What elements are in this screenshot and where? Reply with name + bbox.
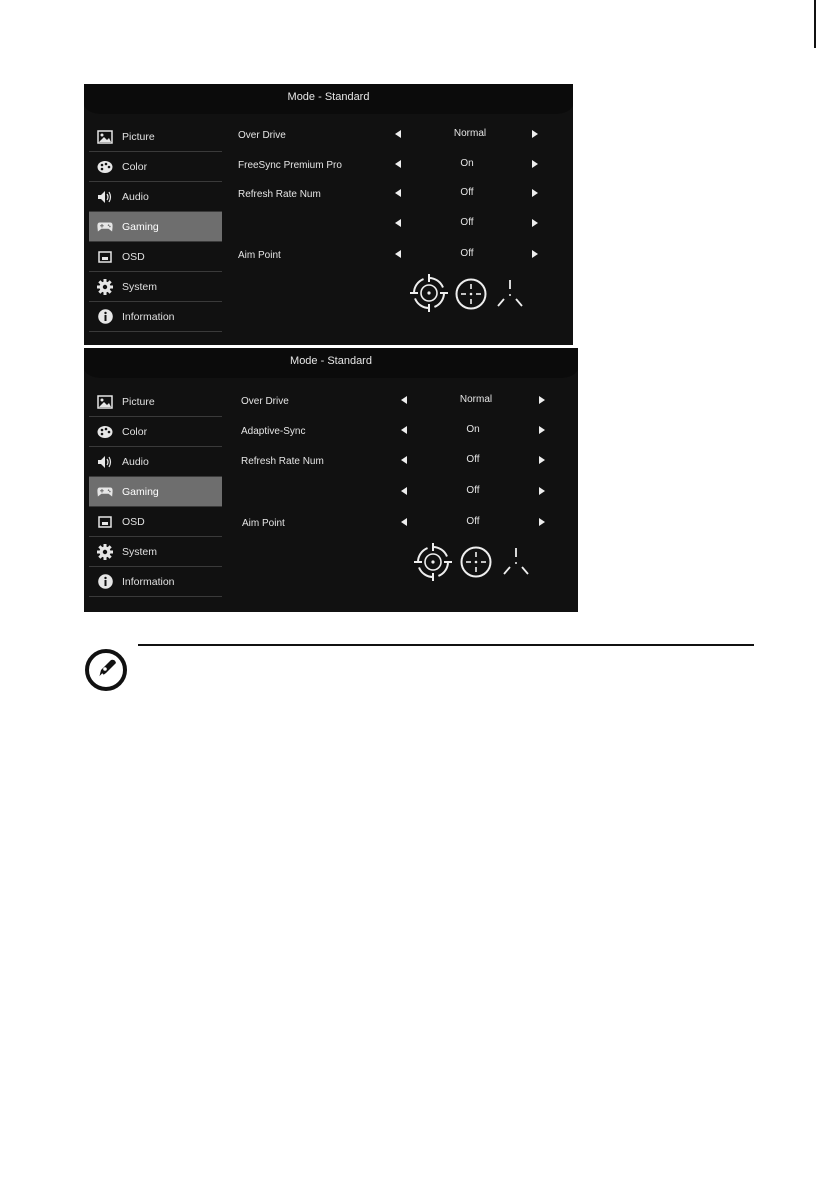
menu-item-label: Information bbox=[122, 310, 175, 323]
setting-row-refresh-rate bbox=[84, 453, 578, 471]
info-icon bbox=[97, 309, 113, 325]
gear-icon bbox=[97, 544, 113, 560]
setting-label: Refresh Rate Num bbox=[238, 189, 321, 200]
increase-arrow[interactable] bbox=[539, 456, 545, 464]
setting-label: Over Drive bbox=[241, 396, 289, 407]
decrease-arrow[interactable] bbox=[395, 160, 401, 168]
osd-title: Mode - Standard bbox=[287, 91, 370, 103]
decrease-arrow[interactable] bbox=[395, 219, 401, 227]
menu-item-label: Color bbox=[122, 160, 148, 173]
menu-item-label: Information bbox=[122, 575, 175, 588]
setting-value: Off bbox=[466, 516, 480, 527]
increase-arrow[interactable] bbox=[539, 487, 545, 495]
menu-item-label: Audio bbox=[122, 455, 149, 468]
setting-value: Off bbox=[460, 248, 474, 259]
crosshair-circle-icon[interactable] bbox=[413, 542, 453, 582]
setting-row-over-drive bbox=[84, 127, 573, 145]
setting-label: Over Drive bbox=[238, 130, 286, 141]
menu-item-label: Gaming bbox=[122, 485, 159, 498]
increase-arrow[interactable] bbox=[532, 189, 538, 197]
menu-item-label: System bbox=[122, 280, 158, 293]
decrease-arrow[interactable] bbox=[401, 426, 407, 434]
setting-row-unlabeled bbox=[84, 216, 573, 234]
menu-item-label: OSD bbox=[122, 515, 145, 528]
osd-panel-freesync bbox=[84, 84, 573, 345]
info-icon bbox=[97, 574, 113, 590]
osd-title: Mode - Standard bbox=[290, 355, 372, 367]
setting-label: FreeSync Premium Pro bbox=[238, 160, 342, 171]
setting-value: Normal bbox=[453, 128, 487, 139]
setting-value: Off bbox=[466, 485, 480, 496]
decrease-arrow[interactable] bbox=[395, 130, 401, 138]
setting-row-adaptive-sync bbox=[84, 423, 578, 441]
crosshair-dots-icon[interactable] bbox=[454, 277, 488, 311]
menu-item-label: Gaming bbox=[122, 220, 159, 233]
crosshair-dots-icon[interactable] bbox=[459, 545, 493, 579]
setting-value: Normal bbox=[459, 394, 493, 405]
setting-value: Off bbox=[460, 217, 474, 228]
menu-item-label: System bbox=[122, 545, 158, 558]
increase-arrow[interactable] bbox=[539, 396, 545, 404]
decrease-arrow[interactable] bbox=[401, 487, 407, 495]
setting-value: Off bbox=[466, 454, 480, 465]
menu-item-information[interactable] bbox=[89, 567, 222, 597]
setting-row-refresh-rate bbox=[84, 186, 573, 204]
menu-item-label: Picture bbox=[122, 395, 155, 408]
note-pen-icon bbox=[84, 648, 128, 692]
setting-label: Aim Point bbox=[242, 518, 285, 529]
setting-label: Aim Point bbox=[238, 250, 281, 261]
menu-item-label: Color bbox=[122, 425, 148, 438]
crosshair-tri-icon[interactable] bbox=[502, 546, 530, 578]
increase-arrow[interactable] bbox=[539, 518, 545, 526]
setting-row-aim-point bbox=[84, 515, 578, 533]
menu-item-label: Picture bbox=[122, 130, 155, 143]
note-divider bbox=[138, 644, 754, 646]
osd-panel-adaptive-sync bbox=[84, 348, 578, 612]
menu-item-system[interactable] bbox=[89, 537, 222, 567]
decrease-arrow[interactable] bbox=[395, 250, 401, 258]
increase-arrow[interactable] bbox=[532, 160, 538, 168]
increase-arrow[interactable] bbox=[539, 426, 545, 434]
decrease-arrow[interactable] bbox=[401, 456, 407, 464]
setting-value: On bbox=[466, 424, 480, 435]
setting-row-unlabeled bbox=[84, 484, 578, 502]
setting-value: Off bbox=[460, 187, 474, 198]
decrease-arrow[interactable] bbox=[395, 189, 401, 197]
page-edge-marker bbox=[814, 0, 816, 48]
menu-item-information[interactable] bbox=[89, 302, 222, 332]
setting-label: Refresh Rate Num bbox=[241, 456, 324, 467]
setting-row-aim-point bbox=[84, 247, 573, 265]
menu-item-label: OSD bbox=[122, 250, 145, 263]
setting-label: Adaptive-Sync bbox=[241, 426, 306, 437]
decrease-arrow[interactable] bbox=[401, 396, 407, 404]
gear-icon bbox=[97, 279, 113, 295]
setting-row-freesync bbox=[84, 157, 573, 175]
menu-item-label: Audio bbox=[122, 190, 149, 203]
decrease-arrow[interactable] bbox=[401, 518, 407, 526]
menu-item-system[interactable] bbox=[89, 272, 222, 302]
crosshair-tri-icon[interactable] bbox=[496, 278, 524, 310]
setting-row-over-drive bbox=[84, 393, 578, 411]
crosshair-circle-icon[interactable] bbox=[409, 273, 449, 313]
increase-arrow[interactable] bbox=[532, 130, 538, 138]
increase-arrow[interactable] bbox=[532, 219, 538, 227]
increase-arrow[interactable] bbox=[532, 250, 538, 258]
setting-value: On bbox=[460, 158, 474, 169]
